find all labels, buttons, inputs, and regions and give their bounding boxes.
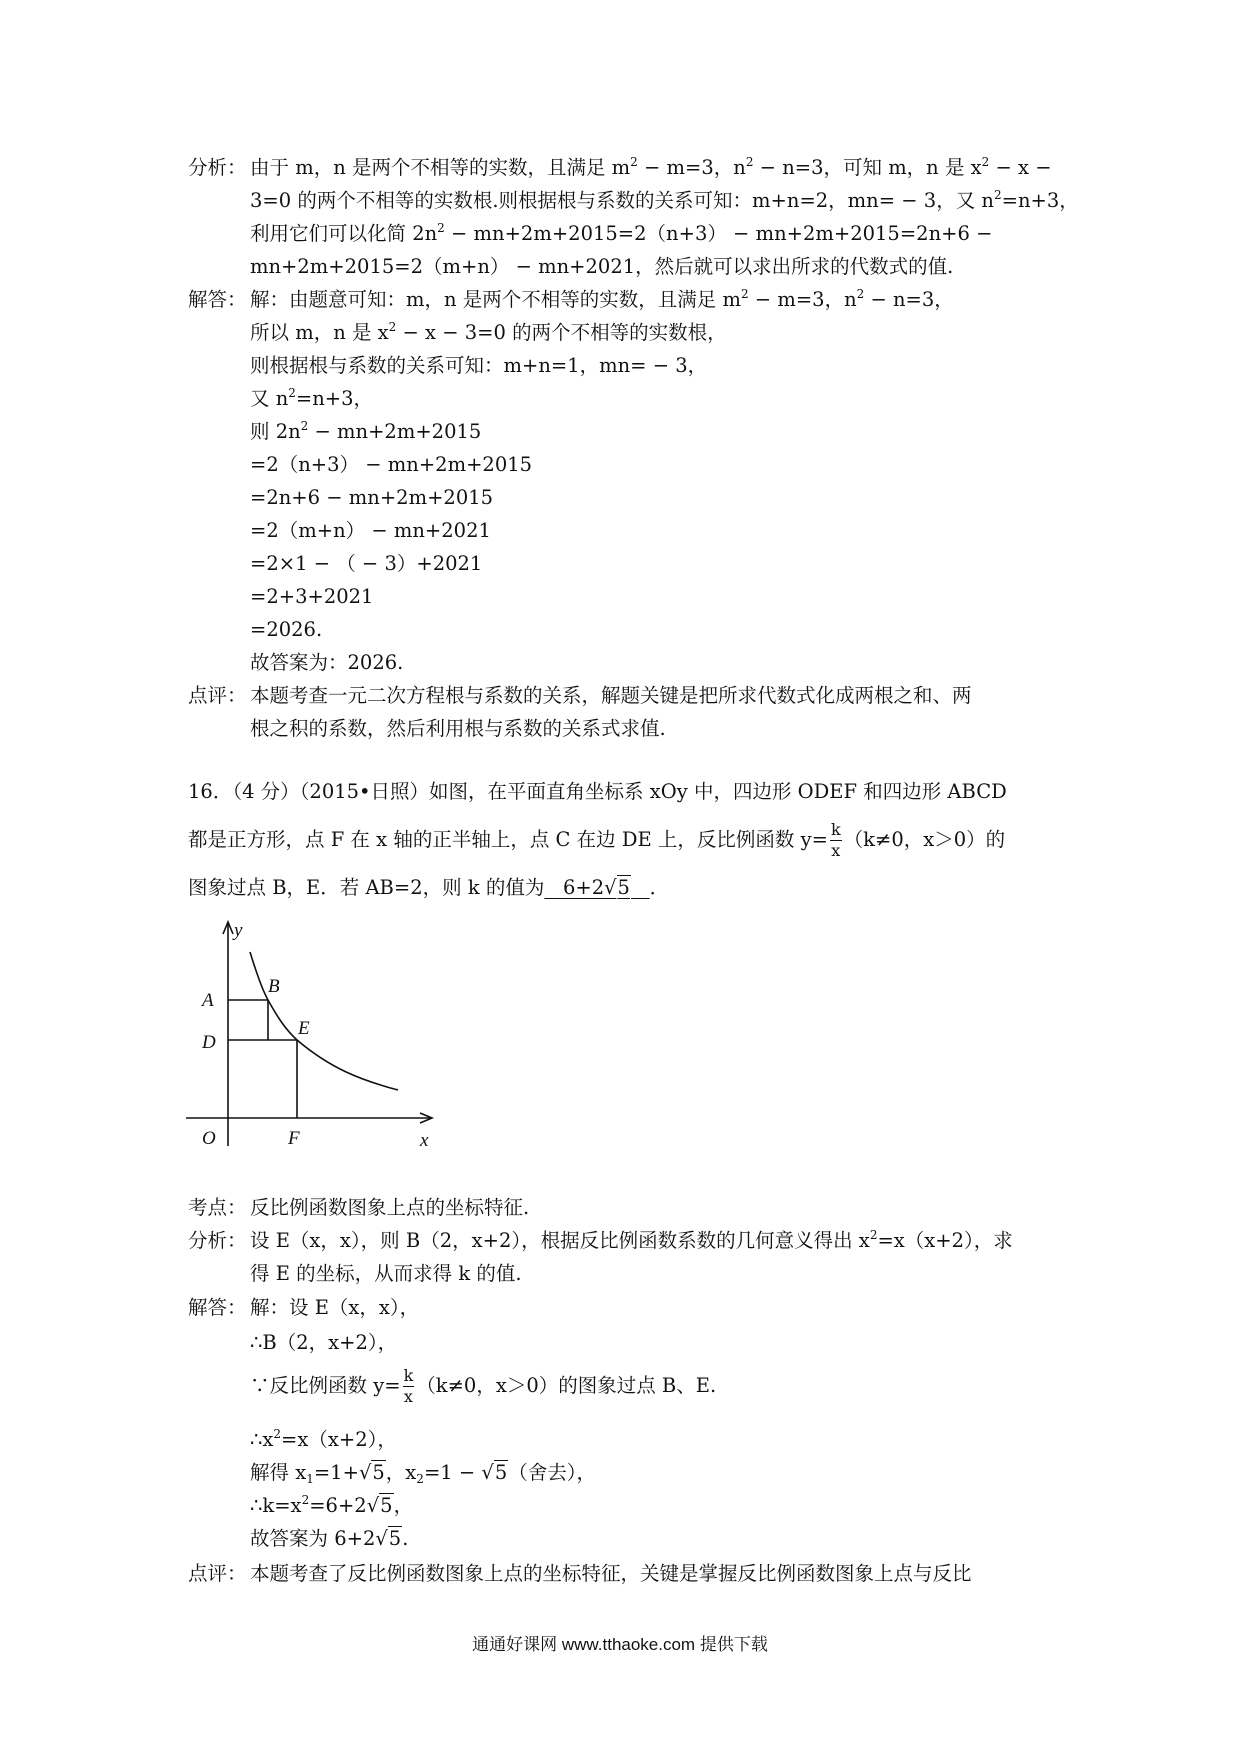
analysis-line: mn+2m+2015=2（m+n） − mn+2021，然后就可以求出所求的代数式的值. (250, 255, 954, 278)
label-x: x (420, 1130, 429, 1151)
label-b: B (268, 976, 280, 997)
solution-line: ∴B（2，x+2）， (250, 1331, 398, 1354)
solution-line: =2+3+2021 (250, 585, 374, 608)
analysis-line: 3=0 的两个不相等的实数根.则根据根与系数的关系可知：m+n=2，mn= − 3，又 $n^2=n+3$， (250, 188, 1079, 212)
solution-line: =2n+6 − mn+2m+2015 (250, 486, 494, 509)
analysis-label: 分析： (188, 1229, 247, 1252)
label-o: O (202, 1128, 216, 1149)
label-f: F (288, 1128, 300, 1149)
solution-line: =2（n+3） − mn+2m+2015 (250, 453, 533, 476)
question-stem-line: 16．（4 分）（2015•日照）如图，在平面直角坐标系 xOy 中，四边形 ODEF 和四边形 ABCD (188, 780, 1007, 803)
comment-label: 点评： (188, 684, 247, 707)
answer-blank: 6+2√5 (562, 876, 630, 899)
analysis-line: 由于 m，n 是两个不相等的实数，且满足 $m^2 - m=3$，$n^2 - n=3$，可知 m，n 是 $x^2 - x$ − (250, 155, 1052, 179)
solution-line: $\therefore x^2=x(x+2)$， (250, 1427, 397, 1451)
fraction-k-over-x: $\frac{k}{x}$ (403, 1366, 414, 1406)
solution-line: =2026. (250, 618, 323, 641)
solution-line: 则根据根与系数的关系可知：m+n=1，mn= − 3， (250, 354, 708, 377)
comment-line: 本题考查了反比例函数图象上点的坐标特征，关键是掌握反比例函数图象上点与反比 (250, 1562, 972, 1585)
comment-label: 点评： (188, 1562, 247, 1585)
solution-line: =2×1 − （ − 3）+2021 (250, 552, 483, 575)
label-d: D (202, 1032, 216, 1053)
label-y: y (234, 920, 243, 941)
solution-line: 又 $n^2=n+3$， (250, 386, 374, 410)
solution-line: 解得 $x_1=1+√5$，$x_2=1 - √5$（舍去）， (250, 1461, 597, 1486)
analysis-line: 得 E 的坐标，从而求得 k 的值. (250, 1262, 522, 1285)
solution-line: 解：设 E（x，x）， (250, 1296, 420, 1319)
solution-line: =2（m+n） − mn+2021 (250, 519, 491, 542)
kaodian-text: 反比例函数图象上点的坐标特征. (250, 1196, 530, 1219)
question-stem-line: 图象过点 B，E．若 AB=2，则 k 的值为 6+2√5 ． (188, 876, 670, 899)
question-stem-line: 都是正方形，点 F 在 x 轴的正半轴上，点 C 在边 DE 上，反比例函数 y= $\frac{k}{x}$ （k≠0，x＞0）的 (188, 820, 1006, 860)
solution-line: ∵反比例函数 y= $\frac{k}{x}$ （k≠0，x＞0）的图象过点 B、E. (250, 1366, 717, 1406)
solution-label: 解答： (188, 288, 247, 311)
hyperbola-curve (250, 952, 398, 1090)
solution-line: 则 $2n^2 - mn+2m+2015$ (250, 419, 482, 443)
label-a: A (202, 990, 214, 1011)
solution-line: $\therefore k=x^2=6+2√5$， (250, 1493, 414, 1517)
label-e: E (298, 1018, 310, 1039)
solution-label: 解答： (188, 1296, 247, 1319)
comment-line: 本题考查一元二次方程根与系数的关系，解题关键是把所求代数式化成两根之和、两 (250, 684, 972, 707)
solution-line: 故答案为：2026. (250, 651, 404, 674)
solution-line: 所以 m，n 是 $x^2 - x - 3=0$ 的两个不相等的实数根， (250, 320, 727, 344)
coordinate-figure (180, 918, 440, 1158)
solution-line: 解：由题意可知：m，n 是两个不相等的实数，且满足 $m^2 - m=3$，$n^2 - n=3$， (250, 287, 954, 311)
fraction-k-over-x: $\frac{k}{x}$ (830, 820, 841, 860)
analysis-label: 分析： (188, 156, 247, 179)
comment-line: 根之积的系数，然后利用根与系数的关系式求值. (250, 717, 666, 740)
solution-line: 故答案为 6+2√5. (250, 1527, 409, 1550)
analysis-line: 利用它们可以化简 $2n^2 - mn+2m+2015=2(n+3) - mn+2m+2015=2n+6$ − (250, 221, 993, 245)
kaodian-label: 考点： (188, 1196, 247, 1219)
page-footer: 通通好课网 www.tthaoke.com 提供下载 (472, 1635, 768, 1654)
analysis-line: 设 E（x，x），则 B（2，x+2），根据反比例函数系数的几何意义得出 $x^2=x(x+2)$，求 (250, 1228, 1013, 1252)
